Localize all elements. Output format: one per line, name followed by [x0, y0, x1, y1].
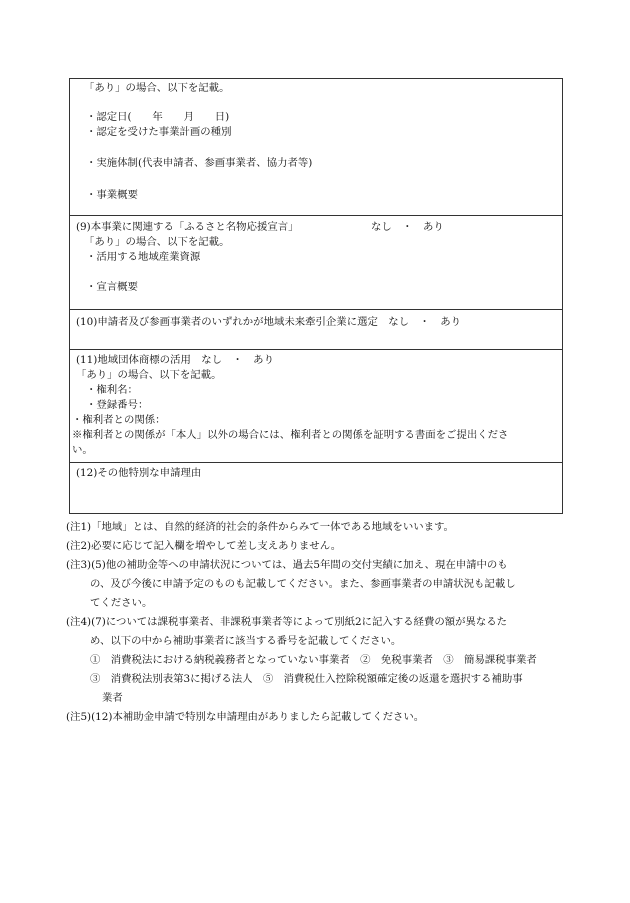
note-4-line1: (注4)(7)については課税事業者、非課税事業者等によって別紙2に記入する経費の額が異なるた — [66, 616, 508, 628]
row-divider — [69, 349, 563, 350]
section-8-cert-date: ・認定日( 年 月 日) — [86, 111, 230, 123]
note-2: (注2)必要に応じて記入欄を増やして差し支えありません。 — [66, 540, 342, 552]
section-11-reg-no: ・登録番号： — [86, 399, 149, 411]
section-8-structure: ・実施体制(代表申請者、参画事業者、協力者等) — [86, 157, 313, 169]
section-11-relation: ・権利者との関係： — [72, 414, 166, 426]
note-5: (注5)(12)本補助金申請で特別な申請理由がありましたら記載してください。 — [66, 711, 425, 723]
row-divider — [69, 462, 563, 463]
section-9-summary: ・宣言概要 — [86, 281, 138, 293]
section-8-plan-type: ・認定を受けた事業計画の種別 — [86, 126, 232, 138]
note-4-line3: ① 消費税法における納税義務者となっていない事業者 ② 免税事業者 ③ 簡易課税事業者 — [90, 654, 537, 666]
note-4-line4: ③ 消費税法別表第3に掲げる法人 ⑤ 消費税仕入控除税額確定後の返還を選択する補助事 — [90, 673, 523, 685]
section-8-overview: ・事業概要 — [86, 189, 138, 201]
section-11-title: (11)地域団体商標の活用 なし ・ あり — [76, 354, 274, 366]
row-divider — [69, 309, 563, 310]
section-9-resource: ・活用する地域産業資源 — [86, 251, 201, 263]
note-1: (注1)「地域」とは、自然的経済的社会的条件からみて一体である地域をいいます。 — [66, 521, 454, 533]
note-3-line3: てください。 — [90, 597, 153, 609]
section-11-holder: ・権利名： — [86, 384, 138, 396]
application-form-table — [69, 78, 563, 514]
note-3-line2: の、及び今後に申請予定のものも記載してください。また、参画事業者の申請状況も記載し — [90, 578, 516, 590]
section-9-title: (9)本事業に関連する「ふるさと名物応援宣言」 — [76, 221, 299, 233]
section-11-note-line2: い。 — [72, 444, 93, 456]
section-9-options: なし ・ あり — [371, 221, 444, 233]
section-10-title: (10)申請者及び参画事業者のいずれかが地域未来牽引企業に選定 なし ・ あり — [76, 316, 461, 328]
section-11-intro: 「あり」の場合、以下を記載。 — [76, 369, 222, 381]
section-8-intro: 「あり」の場合、以下を記載。 — [84, 82, 230, 94]
note-4-line5: 業者 — [102, 692, 123, 704]
note-4-line2: め、以下の中から補助事業者に該当する番号を記載してください。 — [90, 635, 402, 647]
section-11-note-line1: ※権利者との関係が「本人」以外の場合には、権利者との関係を証明する書面をご提出くださ — [72, 429, 509, 441]
section-12-title: (12)その他特別な申請理由 — [76, 467, 202, 479]
section-9-intro: 「あり」の場合、以下を記載。 — [84, 236, 230, 248]
row-divider — [69, 215, 563, 216]
note-3-line1: (注3)(5)他の補助金等への申請状況については、過去5年間の交付実績に加え、現在申請中のも — [66, 559, 508, 571]
